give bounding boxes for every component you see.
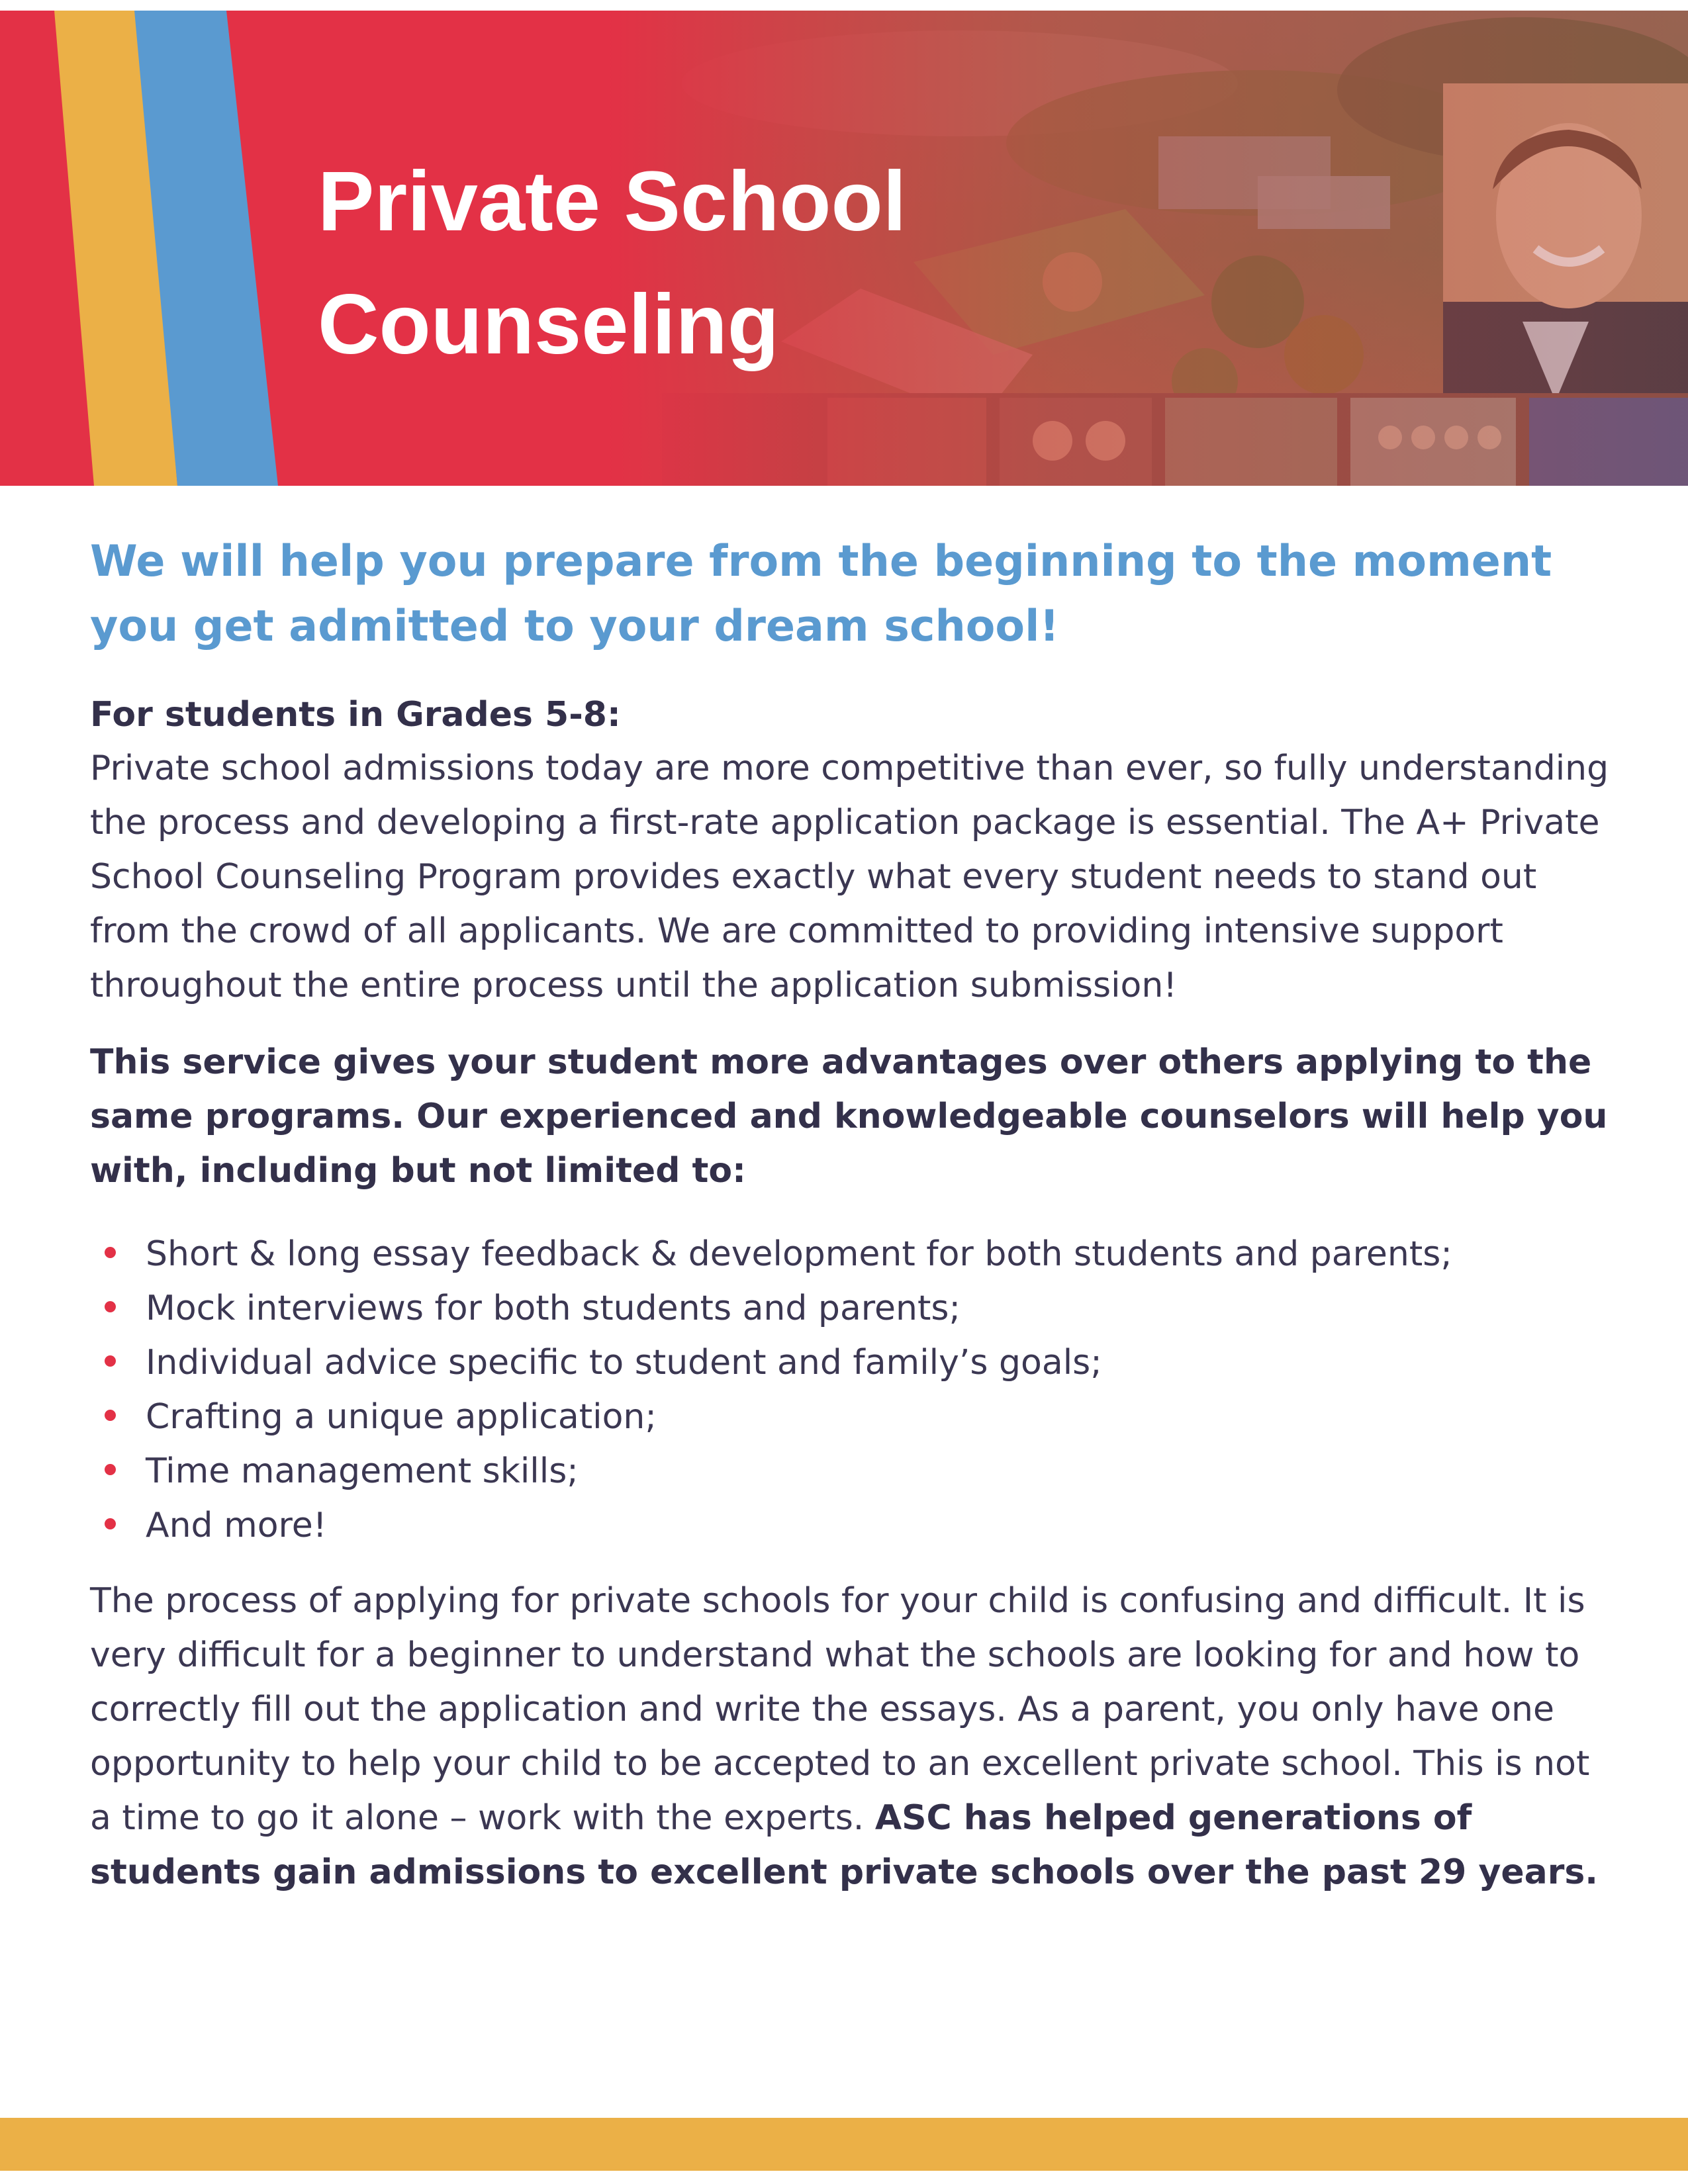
bullet-icon — [105, 1464, 116, 1475]
main-content — [90, 529, 1613, 1899]
intro-paragraph: Private school admissions today are more competitive than ever, so fully understanding the process and developing a first-rate application package is essential. The A+ Private School Counseling Program provides exactly what every student needs to stand out from the crowd of all applicants. We are committed to providing intensive support throughout the entire process until the application submission! — [90, 749, 1609, 1005]
service-paragraph: This service gives your student more advantages over others applying to the same programs. Our experienced and knowledgeable counselors will help you with, including but not limited to: — [90, 1042, 1608, 1191]
services-list — [90, 1227, 1613, 1553]
headline: We will help you prepare from the beginning to the moment you get admitted to your dream school! — [90, 537, 1552, 651]
closing-text: The process of applying for private schools for your child is confusing and difficult. It is very difficult for a beginner to understand what the schools are looking for and how to correctly fill out the application and write the essays. As a parent, you only have one opportunity to help your child to be accepted to an excellent private school. This is not a time to go it alone – work with the experts. — [90, 1581, 1590, 1838]
closing-paragraph — [90, 1574, 1613, 1899]
bullet-icon — [105, 1518, 116, 1529]
list-item: And more! — [90, 1498, 1613, 1553]
header-banner — [0, 11, 1688, 486]
grades-label: For students in Grades 5-8: — [90, 695, 621, 735]
list-item: Individual advice specific to student and family’s goals; — [90, 1336, 1613, 1390]
footer-bar — [0, 2118, 1688, 2171]
banner-title: Private School Counseling — [318, 154, 907, 372]
bullet-icon — [105, 1355, 116, 1367]
list-item: Mock interviews for both students and parents; — [90, 1281, 1613, 1336]
closing-bold-text: ASC has helped generations of students gain admissions to excellent private schools over the past 29 years. — [90, 1798, 1599, 1892]
list-item: Short & long essay feedback & development for both students and parents; — [90, 1227, 1613, 1281]
bullet-icon — [105, 1247, 116, 1258]
list-item: Time management skills; — [90, 1444, 1613, 1498]
list-item: Crafting a unique application; — [90, 1390, 1613, 1444]
bullet-icon — [105, 1410, 116, 1421]
bullet-icon — [105, 1301, 116, 1312]
